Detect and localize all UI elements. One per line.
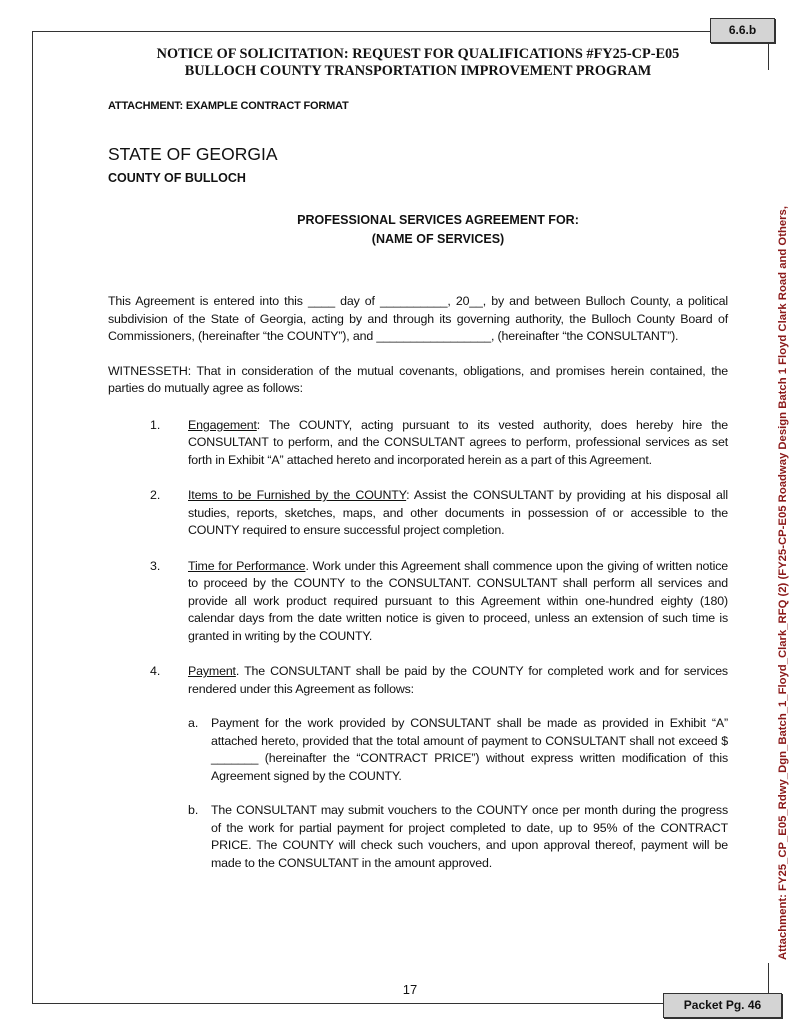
page-frame-bottom-border [32, 1003, 664, 1004]
clause-separator: . [305, 558, 313, 573]
clause-time-for-performance [108, 558, 728, 646]
packet-page-stamp: Packet Pg. 46 [663, 993, 782, 1018]
page-frame-left-border [32, 31, 33, 1003]
county-heading: COUNTY OF BULLOCH [108, 171, 246, 185]
attachment-label: ATTACHMENT: EXAMPLE CONTRACT FORMAT [108, 100, 349, 112]
subclause-letter: b. [188, 803, 199, 817]
page-frame-top-border [32, 31, 710, 32]
notice-header-line2: BULLOCH COUNTY TRANSPORTATION IMPROVEMENT PROGRAM [184, 63, 652, 79]
clause-heading: Items to be Furnished by the COUNTY [188, 488, 407, 502]
subclause-letter: a. [188, 716, 199, 730]
clause-separator: : [406, 488, 414, 502]
clause-items-furnished [108, 487, 728, 540]
agreement-title-line2: (NAME OF SERVICES) [371, 232, 505, 246]
agreement-title [108, 211, 728, 249]
state-heading: STATE OF GEORGIA [108, 144, 278, 164]
agreement-title-line1: PROFESSIONAL SERVICES AGREEMENT FOR: [297, 213, 579, 227]
page-number: 17 [402, 982, 418, 997]
clause-text: Assist the CONSULTANT by providing at his disposal all studies, reports, sketches, maps, and other documents in possession of or accessible to the COUNTY required to ensure successful project completion. [188, 488, 728, 537]
document-body [108, 46, 728, 872]
clause-text: The COUNTY, acting pursuant to its vested authority, does hereby hire the CONSULTANT to perform, and the CONSULTANT agrees to perform, professional services as set forth in Exhibit “A” attached hereto and incorporated herein as a part of this Agreement. [188, 417, 728, 467]
subclause-text: The CONSULTANT may submit vouchers to the COUNTY once per month during the progress of the work for partial payment for project completed to date, up to 95% of the CONTRACT PRICE. The COUNTY will check such vouchers, and upon approval thereof, payment will be made to the CONSULTANT in the amount approved. [211, 803, 728, 870]
section-label-stamp: 6.6.b [710, 18, 775, 43]
witnesseth-paragraph: WITNESSETH: That in consideration of the mutual covenants, obligations, and promises herein contained, the parties do mutually agree as follows: [108, 363, 728, 395]
clause-heading: Time for Performance [188, 558, 306, 573]
clause-text: Work under this Agreement shall commence upon the giving of written notice to proceed by the COUNTY to the CONSULTANT. CONSULTANT shall perform all services and provide all work product required pursuant to this Agreement within one-hundred eighty (180) calendar days from the date written notice is given to proceed, unless an extension of such time is granted in writing by the COUNTY. [188, 558, 728, 643]
side-attachment-annotation: Attachment: FY25_CP_E05_Rdwy_Dgn_Batch_1_Floyd_Clark_RFQ (2) (FY25-CP-E05 Roadway Design Batch 1 Floyd Clark Road and Others, [777, 206, 789, 960]
clause-number: 4. [150, 664, 161, 678]
clause-number: 2. [150, 488, 161, 502]
clause-separator: . [235, 664, 245, 678]
clause-heading: Payment [188, 664, 236, 678]
side-connector-line-top [768, 42, 769, 70]
notice-header-line1: NOTICE OF SOLICITATION: REQUEST FOR QUALIFICATIONS #FY25-CP-E05 [156, 46, 680, 62]
clause-heading: Engagement [188, 417, 257, 432]
clause-engagement [108, 417, 728, 470]
payment-subclause-a [108, 715, 728, 785]
payment-subclause-b [108, 802, 728, 872]
clause-text: The CONSULTANT shall be paid by the COUNTY for completed work and for services rendered under this Agreement as follows: [188, 664, 728, 696]
clause-separator: : [256, 417, 269, 432]
subclause-text: Payment for the work provided by CONSULTANT shall be made as provided in Exhibit “A” attached hereto, provided that the total amount of payment to CONSULTANT shall not exceed $ _______ (hereinafter the “CONTRACT PRICE”) without express written modification of this Agreement signed by the COUNTY. [211, 716, 728, 783]
clause-number: 1. [150, 417, 161, 432]
intro-paragraph: This Agreement is entered into this ____ day of __________, 20__, by and between Bulloch County, a political subdivision of the State of Georgia, acting by and through its governing authority, the Bulloch County Board of Commissioners, (hereinafter “the COUNTY”), and _________________, (hereinafter “the CONSULTANT”). [108, 294, 728, 343]
clause-number: 3. [150, 558, 161, 573]
clause-payment [108, 663, 728, 698]
